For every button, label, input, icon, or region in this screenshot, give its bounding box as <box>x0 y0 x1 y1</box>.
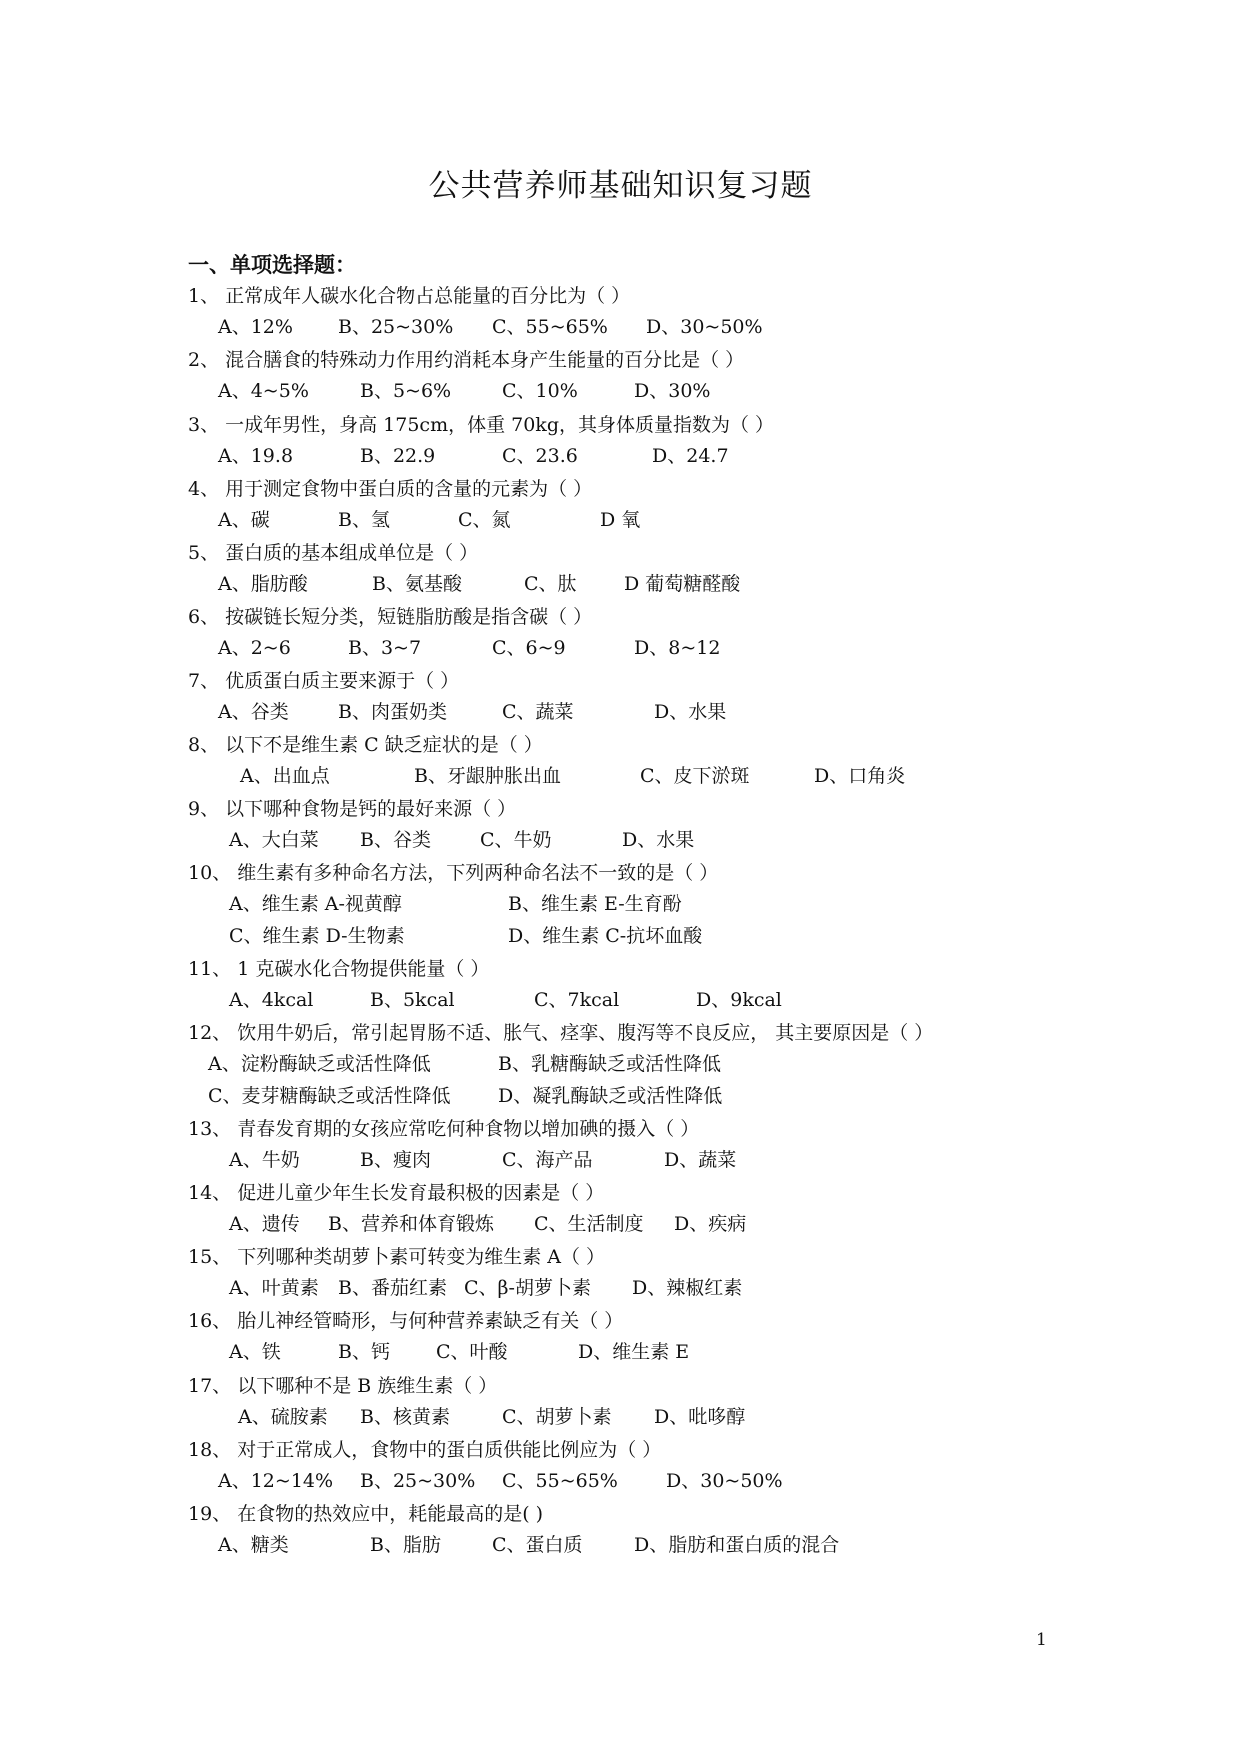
option-b: B、肉蛋奶类 <box>338 701 447 723</box>
question-text: 2、 混合膳食的特殊动力作用约消耗本身产生能量的百分比是（ ） <box>188 349 745 371</box>
question-text: 11、 1 克碳水化合物提供能量（ ） <box>188 958 490 980</box>
question-text: 15、 下列哪种类胡萝卜素可转变为维生素 A（ ） <box>188 1246 606 1268</box>
option-d: D、9kcal <box>696 989 782 1011</box>
question-text: 10、 维生素有多种命名方法，下列两种命名法不一致的是（ ） <box>188 862 719 884</box>
option-d: D、30% <box>634 380 711 402</box>
option-a: A、糖类 <box>218 1534 289 1556</box>
option-b: B、番茄红素 <box>338 1277 447 1299</box>
option-a: A、硫胺素 <box>238 1406 328 1428</box>
option-c: C、肽 <box>524 573 577 595</box>
option-a: A、脂肪酸 <box>218 573 308 595</box>
option-d: D、疾病 <box>674 1213 747 1235</box>
option-b: B、核黄素 <box>360 1406 450 1428</box>
option-d: D、24.7 <box>652 445 729 467</box>
option-d: D、凝乳酶缺乏或活性降低 <box>498 1085 723 1107</box>
question-text: 4、 用于测定食物中蛋白质的含量的元素为（ ） <box>188 478 593 500</box>
option-d: D、30~50% <box>666 1470 783 1492</box>
option-a: A、4~5% <box>218 380 309 402</box>
section-heading: 一、单项选择题： <box>188 253 356 277</box>
option-c: C、叶酸 <box>436 1341 508 1363</box>
option-d: D、辣椒红素 <box>632 1277 743 1299</box>
option-b: B、谷类 <box>360 829 431 851</box>
option-a: A、19.8 <box>218 445 294 467</box>
option-a: A、叶黄素 <box>229 1277 319 1299</box>
option-d: D、吡哆醇 <box>654 1406 746 1428</box>
option-c: C、牛奶 <box>480 829 552 851</box>
option-a: A、淀粉酶缺乏或活性降低 <box>208 1053 431 1075</box>
option-a: A、铁 <box>229 1341 281 1363</box>
option-b: B、脂肪 <box>370 1534 441 1556</box>
option-c: C、蔬菜 <box>502 701 574 723</box>
option-b: B、牙龈肿胀出血 <box>414 765 561 787</box>
question-text: 6、 按碳链长短分类，短链脂肪酸是指含碳（ ） <box>188 606 593 628</box>
option-c: C、β-胡萝卜素 <box>464 1277 591 1299</box>
option-a: A、12% <box>218 316 293 338</box>
option-b: B、5kcal <box>370 989 455 1011</box>
question-text: 18、 对于正常成人，食物中的蛋白质供能比例应为（ ） <box>188 1439 662 1461</box>
option-a: A、谷类 <box>218 701 289 723</box>
question-text: 3、 一成年男性，身高 175cm，体重 70kg，其身体质量指数为（ ） <box>188 414 775 436</box>
page-title: 公共营养师基础知识复习题 <box>428 168 813 204</box>
option-a: A、2~6 <box>218 637 291 659</box>
option-d: D、蔬菜 <box>664 1149 737 1171</box>
option-d: D、8~12 <box>634 637 721 659</box>
option-d: D、水果 <box>654 701 727 723</box>
option-d: D 氧 <box>600 509 641 531</box>
option-a: A、出血点 <box>240 765 330 787</box>
question-text: 1、 正常成年人碳水化合物占总能量的百分比为（ ） <box>188 285 631 307</box>
option-b: B、25~30% <box>338 316 454 338</box>
question-text: 9、 以下哪种食物是钙的最好来源（ ） <box>188 798 517 820</box>
option-c: C、维生素 D-生物素 <box>229 925 405 947</box>
question-text: 16、 胎儿神经管畸形，与何种营养素缺乏有关（ ） <box>188 1310 624 1332</box>
option-c: C、23.6 <box>502 445 578 467</box>
option-d: D、口角炎 <box>814 765 906 787</box>
option-a: A、12~14% <box>218 1470 334 1492</box>
option-b: B、维生素 E-生育酚 <box>508 893 682 915</box>
option-c: C、皮下淤斑 <box>640 765 750 787</box>
option-c: C、10% <box>502 380 578 402</box>
option-d: D、维生素 C-抗坏血酸 <box>508 925 703 947</box>
option-a: A、碳 <box>218 509 270 531</box>
option-d: D、维生素 E <box>578 1341 690 1363</box>
option-b: B、瘦肉 <box>360 1149 431 1171</box>
option-c: C、蛋白质 <box>492 1534 583 1556</box>
option-d: D、脂肪和蛋白质的混合 <box>634 1534 840 1556</box>
option-b: B、5~6% <box>360 380 452 402</box>
option-d: D 葡萄糖醛酸 <box>624 573 741 595</box>
option-b: B、3~7 <box>348 637 422 659</box>
page-number: 1 <box>1036 1630 1047 1650</box>
option-a: A、大白菜 <box>229 829 319 851</box>
option-a: A、4kcal <box>229 989 314 1011</box>
question-text: 19、 在食物的热效应中，耗能最高的是( ) <box>188 1503 544 1525</box>
option-c: C、6~9 <box>492 637 566 659</box>
option-c: C、55~65% <box>492 316 608 338</box>
option-d: D、水果 <box>622 829 695 851</box>
question-text: 7、 优质蛋白质主要来源于（ ） <box>188 670 460 692</box>
question-text: 14、 促进儿童少年生长发育最积极的因素是（ ） <box>188 1182 605 1204</box>
question-text: 5、 蛋白质的基本组成单位是（ ） <box>188 542 479 564</box>
option-b: B、氢 <box>338 509 390 531</box>
option-c: C、7kcal <box>534 989 620 1011</box>
option-c: C、胡萝卜素 <box>502 1406 612 1428</box>
option-c: C、麦芽糖酶缺乏或活性降低 <box>208 1085 451 1107</box>
option-b: B、25~30% <box>360 1470 476 1492</box>
option-c: C、氮 <box>458 509 511 531</box>
question-text: 13、 青春发育期的女孩应常吃何种食物以增加碘的摄入（ ） <box>188 1118 700 1140</box>
question-text: 12、 饮用牛奶后，常引起胃肠不适、胀气、痉挛、腹泻等不良反应， 其主要原因是（ ） <box>188 1022 934 1044</box>
option-a: A、遗传 <box>229 1213 300 1235</box>
question-text: 17、 以下哪种不是 B 族维生素（ ） <box>188 1375 498 1397</box>
option-b: B、营养和体育锻炼 <box>328 1213 494 1235</box>
option-c: C、55~65% <box>502 1470 618 1492</box>
option-b: B、乳糖酶缺乏或活性降低 <box>498 1053 721 1075</box>
option-a: A、牛奶 <box>229 1149 300 1171</box>
option-a: A、维生素 A-视黄醇 <box>229 893 402 915</box>
option-d: D、30~50% <box>646 316 763 338</box>
question-text: 8、 以下不是维生素 C 缺乏症状的是（ ） <box>188 734 543 756</box>
option-b: B、钙 <box>338 1341 390 1363</box>
option-b: B、22.9 <box>360 445 436 467</box>
option-b: B、氨基酸 <box>372 573 462 595</box>
option-c: C、海产品 <box>502 1149 593 1171</box>
option-c: C、生活制度 <box>534 1213 644 1235</box>
